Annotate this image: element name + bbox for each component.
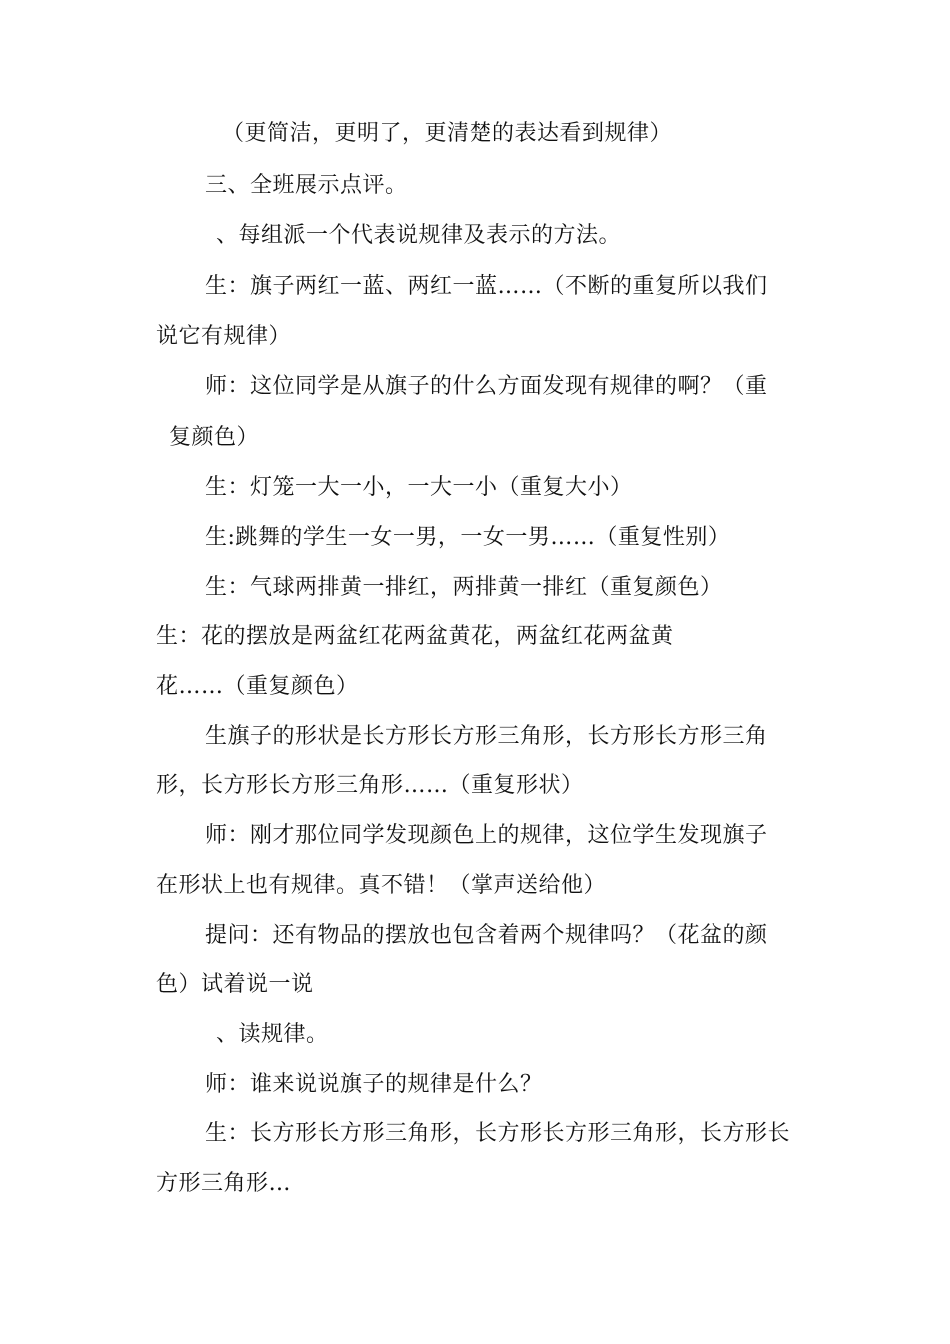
text-line-12: 花……（重复颜色）	[156, 674, 359, 699]
text-line-17: 提问：还有物品的摆放也包含着两个规律吗？（花盆的颜	[205, 923, 768, 948]
text-line-15: 师：刚才那位同学发现颜色上的规律，这位学生发现旗子	[205, 823, 768, 848]
text-line-1: （更简洁，更明了，更清楚的表达看到规律）	[222, 121, 673, 146]
text-line-14: 形，长方形长方形三角形……（重复形状）	[156, 773, 584, 798]
text-line-7: 复颜色）	[169, 425, 260, 450]
text-line-2: 三、全班展示点评。	[205, 173, 408, 198]
text-line-20: 师：谁来说说旗子的规律是什么？	[205, 1072, 543, 1097]
text-line-21: 生：长方形长方形三角形，长方形长方形三角形，长方形长	[205, 1121, 791, 1146]
text-line-18: 色）试着说一说	[156, 972, 314, 997]
text-line-16: 在形状上也有规律。真不错！（掌声送给他）	[156, 873, 607, 898]
text-line-5: 说它有规律）	[156, 324, 292, 349]
text-line-13: 生旗子的形状是长方形长方形三角形，长方形长方形三角	[205, 724, 768, 749]
text-line-4: 生：旗子两红一蓝、两红一蓝……（不断的重复所以我们	[205, 274, 768, 299]
text-line-3: 、每组派一个代表说规律及表示的方法。	[216, 223, 622, 248]
text-line-8: 生：灯笼一大一小，一大一小（重复大小）	[205, 475, 633, 500]
text-line-11: 生：花的摆放是两盆红花两盆黄花，两盆红花两盆黄	[156, 624, 674, 649]
text-line-19: 、读规律。	[216, 1022, 329, 1047]
text-line-22: 方形三角形…	[156, 1171, 292, 1196]
text-line-6: 师：这位同学是从旗子的什么方面发现有规律的啊？（重	[205, 374, 768, 399]
text-line-10: 生：气球两排黄一排红，两排黄一排红（重复颜色）	[205, 575, 723, 600]
text-line-9: 生:跳舞的学生一女一男，一女一男……（重复性别）	[205, 525, 731, 550]
